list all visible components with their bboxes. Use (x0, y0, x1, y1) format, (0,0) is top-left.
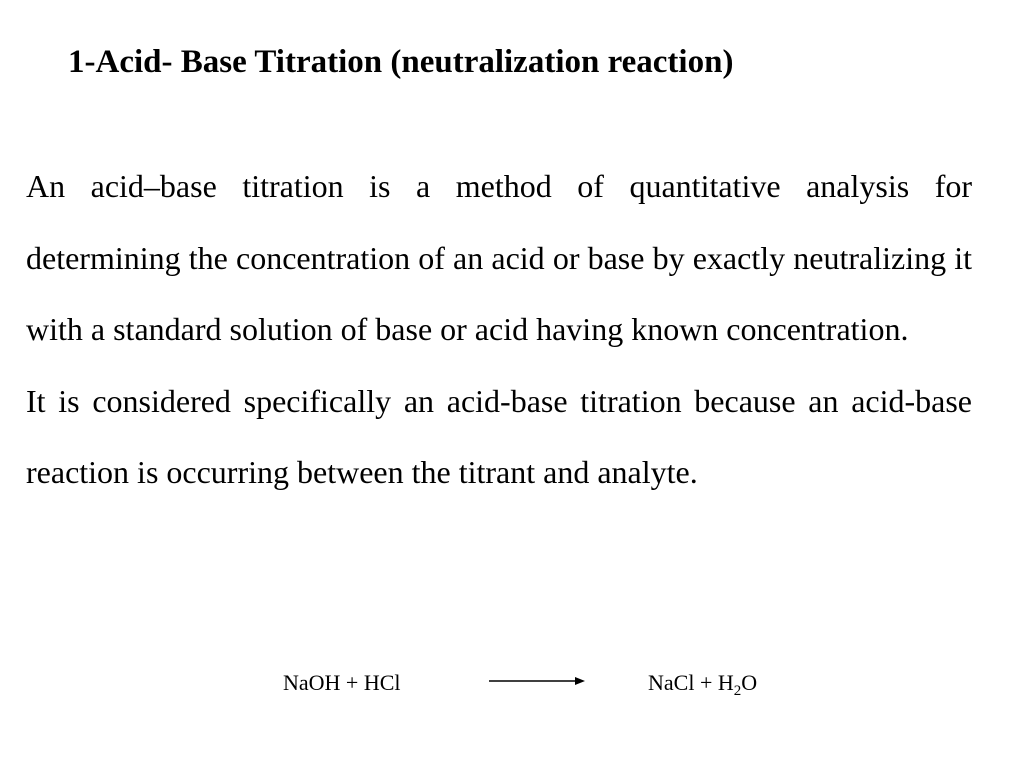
slide-title: 1-Acid- Base Titration (neutralization reaction) (68, 44, 734, 80)
equation-products (648, 670, 757, 700)
chemical-equation (0, 670, 1024, 704)
explanation-paragraph: It is considered specifically an acid-base titration because an acid-base reaction is occurring between the titrant and analyte. (26, 382, 972, 490)
reaction-arrow-icon (489, 673, 589, 689)
equation-reactants: NaOH + HCl (283, 670, 401, 695)
products-main: NaCl + H (648, 670, 734, 695)
definition-paragraph: An acid–base titration is a method of quantitative analysis for determining the concentration of an acid or base by exactly neutralizing it with a standard solution of base or acid having known concentration. (26, 168, 972, 347)
slide-body (26, 151, 972, 509)
water-subscript: 2 (733, 683, 742, 699)
water-tail: O (741, 670, 758, 695)
